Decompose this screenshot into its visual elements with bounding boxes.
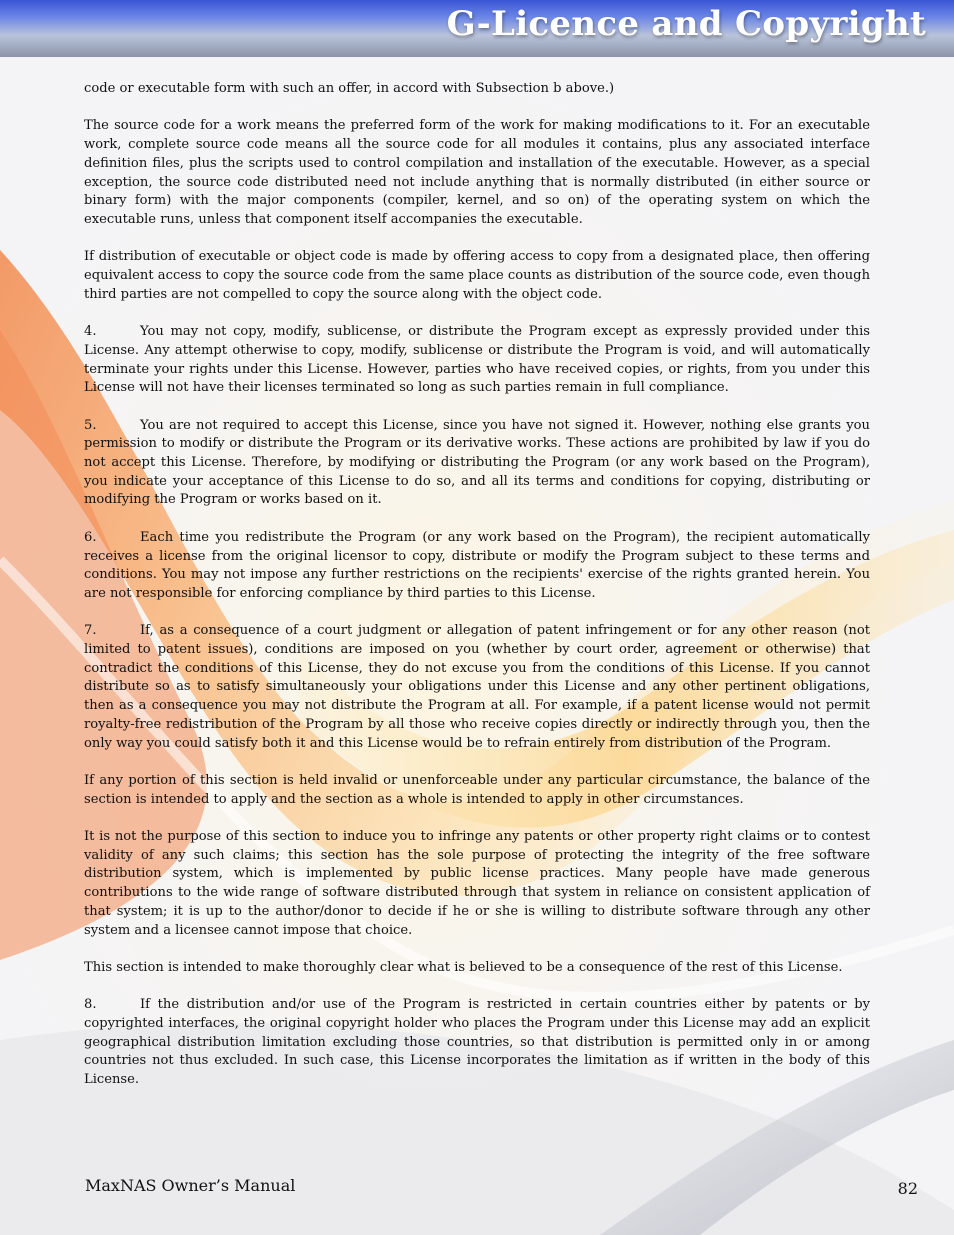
paragraph-text: You may not copy, modify, sublicense, or distribute the Program except as expressly provided under this License. Any attempt otherwise to copy, modify, sublicense or distribute the Program is void, and will automatically terminate your rights under this License. However, parties who have received copies, or rights, from you under this License will not have their licenses terminated so long as such parties remain in full compliance. bbox=[84, 324, 870, 396]
paragraph-text: It is not the purpose of this section to induce you to infringe any patents or other property right claims or to contest validity of any such claims; this section has the sole purpose of protecting the integrity of the free software distribution system, which is implemented by public license practices. Many people have made generous contributions to the wide range of software distributed through that system in reliance on consistent application of that system; it is up to the author/donor to decide if he or she is willing to distribute software through any other system and a licensee cannot impose that choice. bbox=[84, 829, 870, 938]
paragraph bbox=[84, 529, 870, 604]
paragraph-text: If, as a consequence of a court judgment or allegation of patent infringement or for any other reason (not limited to patent issues), conditions are imposed on you (whether by court order, agreement or otherwise) that contradict the conditions of this License, they do not excuse you from the conditions of this License. If you cannot distribute so as to satisfy simultaneously your obligations under this License and any other pertinent obligations, then as a consequence you may not distribute the Program at all. For example, if a patent license would not permit royalty-free redistribution of the Program by all those who receive copies directly or indirectly through you, then the only way you could satisfy both it and this License would be to refrain entirely from distribution of the Program. bbox=[84, 623, 870, 751]
paragraph bbox=[84, 959, 870, 978]
section-number: 4. bbox=[84, 324, 97, 340]
page-title: G-Licence and Copyright bbox=[446, 4, 926, 44]
document-body bbox=[84, 80, 870, 1109]
paragraph bbox=[84, 117, 870, 229]
page-number: 82 bbox=[897, 1179, 918, 1198]
paragraph-text: If any portion of this section is held invalid or unenforceable under any particular circumstance, the balance of the section is intended to apply and the section as a whole is intended to apply in other circumstances. bbox=[84, 772, 870, 807]
section-number: 8. bbox=[84, 997, 97, 1013]
section-number: 5. bbox=[84, 417, 97, 433]
paragraph-text: Each time you redistribute the Program (or any work based on the Program), the recipient automatically receives a license from the original licensor to copy, distribute or modify the Program subject to these terms and conditions. You may not impose any further restrictions on the recipients' exercise of the rights granted herein. You are not responsible for enforcing compliance by third parties to this License. bbox=[84, 529, 870, 601]
paragraph bbox=[84, 996, 870, 1090]
paragraph bbox=[84, 323, 870, 398]
paragraph-text: The source code for a work means the preferred form of the work for making modifications to it. For an executable work, complete source code means all the source code for all modules it contains, plus any associated interface definition files, plus the scripts used to control compilation and installation of the executable. However, as a special exception, the source code distributed need not include anything that is normally distributed (in either source or binary form) with the major components (compiler, kernel, and so on) of the operating system on which the executable runs, unless that component itself accompanies the executable. bbox=[84, 118, 870, 227]
paragraph bbox=[84, 417, 870, 511]
paragraph bbox=[84, 828, 870, 940]
section-number: 7. bbox=[84, 623, 97, 639]
paragraph bbox=[84, 80, 870, 99]
header-bar bbox=[0, 0, 954, 57]
paragraph bbox=[84, 622, 870, 753]
footer-manual-title: MaxNAS Owner’s Manual bbox=[85, 1176, 296, 1195]
paragraph bbox=[84, 772, 870, 809]
paragraph-text: This section is intended to make thoroughly clear what is believed to be a consequence of the rest of this License. bbox=[84, 959, 843, 975]
paragraph-text: If distribution of executable or object code is made by offering access to copy from a designated place, then offering equivalent access to copy the source code from the same place counts as distribution of the source code, even though third parties are not compelled to copy the source along with the object code. bbox=[84, 249, 870, 302]
paragraph-text: You are not required to accept this License, since you have not signed it. However, nothing else grants you permission to modify or distribute the Program or its derivative works. These actions are prohibited by law if you do not accept this License. Therefore, by modifying or distributing the Program (or any work based on the Program), you indicate your acceptance of this License to do so, and all its terms and conditions for copying, distributing or modifying the Program or works based on it. bbox=[84, 417, 870, 508]
paragraph-text: If the distribution and/or use of the Program is restricted in certain countries either by patents or by copyrighted interfaces, the original copyright holder who places the Program under this License may add an explicit geographical distribution limitation excluding those countries, so that distribution is permitted only in or among countries not thus excluded. In such case, this License incorporates the limitation as if written in the body of this License. bbox=[84, 997, 870, 1088]
paragraph bbox=[84, 248, 870, 304]
section-number: 6. bbox=[84, 529, 97, 545]
paragraph-text: code or executable form with such an offer, in accord with Subsection b above.) bbox=[84, 81, 615, 96]
